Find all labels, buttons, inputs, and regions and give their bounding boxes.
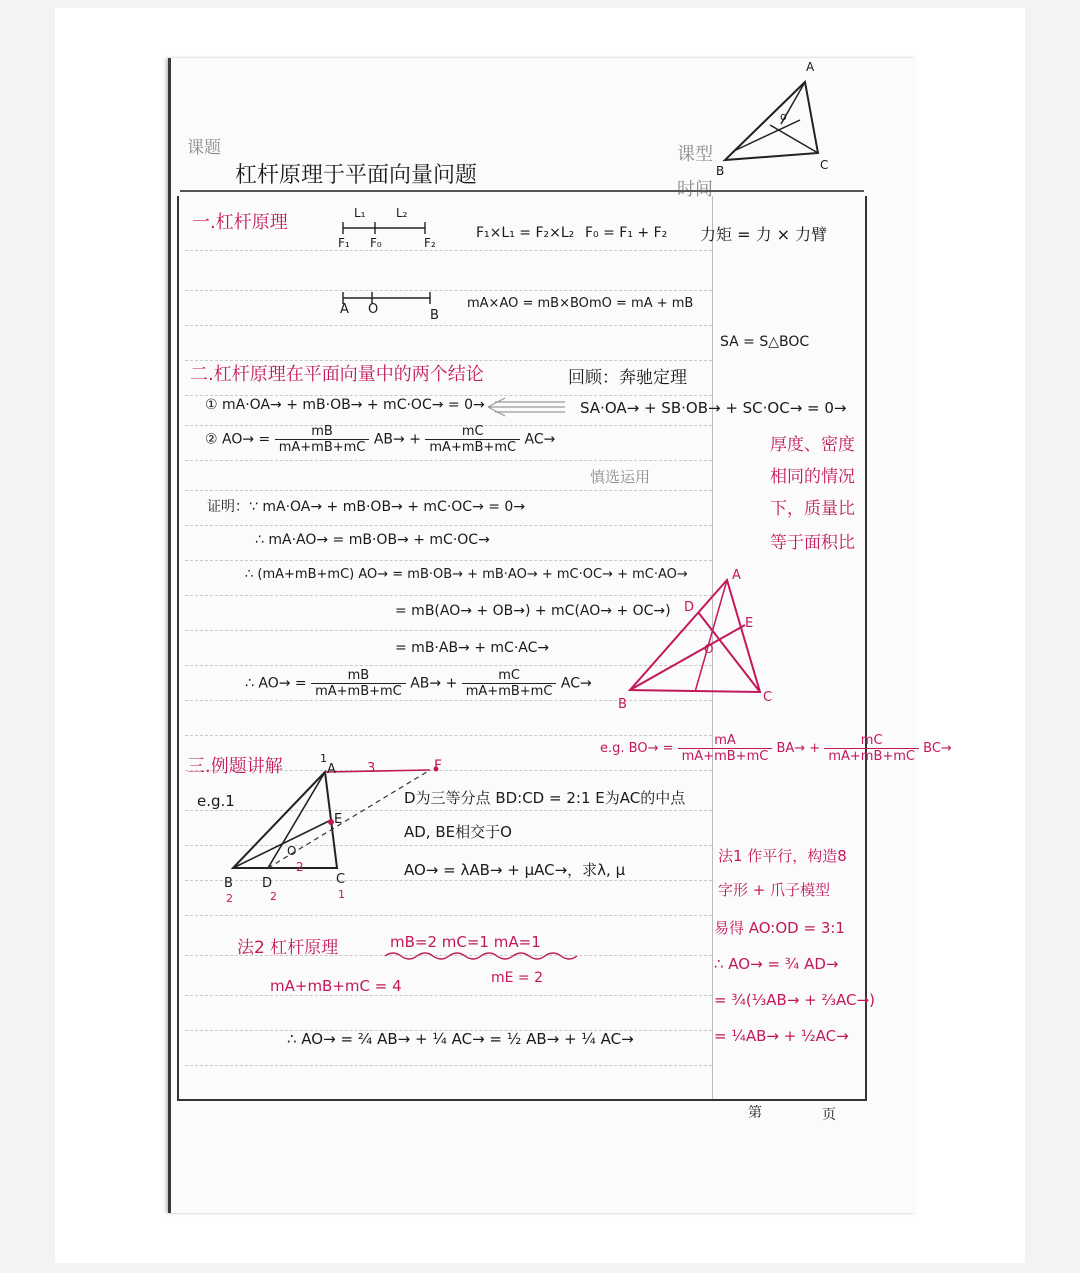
corner-label-a: A (806, 60, 815, 74)
condition-1: D为三等分点 BD:CD = 2:1 E为AC的中点 (404, 789, 686, 807)
side-note-3: 下，质量比 (770, 499, 855, 519)
eg-end: BC→ (923, 741, 952, 756)
seg-label-f1: F₁ (338, 236, 350, 250)
condition-3: AO→ = λAB→ + μAC→，求λ, μ (404, 861, 626, 879)
section1-heading: 一.杠杆原理 (192, 212, 288, 233)
eq-force-sum: F₀ = F₁ + F₂ (585, 225, 668, 241)
eg-lhs: e.g. BO→ = (600, 741, 674, 756)
ex-mass-a: 1 (320, 752, 327, 765)
ex-label-d: D (262, 876, 273, 891)
seg2-label-o: O (368, 302, 379, 317)
example-label: e.g.1 (197, 792, 235, 810)
conclusion-1: ① mA·OA→ + mB·OB→ + mC·OC→ = 0→ (205, 397, 485, 413)
method2-me: mE = 2 (491, 970, 544, 986)
conclusion-2-frac-b: $\frac{mB}{mA+mB+mC}$ (275, 424, 370, 455)
eq-moment: 力矩 = 力 × 力臂 (700, 225, 828, 244)
method1-line-3: 易得 AO:OD = 3:1 (714, 919, 845, 937)
mid-label-e: E (745, 616, 754, 631)
proof-line-2: ∴ mA·AO→ = mB·OB→ + mC·OC→ (255, 532, 490, 548)
footer-di: 第 (748, 1105, 762, 1121)
note-careful: 慎选运用 (590, 468, 651, 486)
ex-label-a: A (327, 762, 336, 777)
method2-masses: mB=2 mC=1 mA=1 (390, 933, 541, 951)
ex-mass-d: 2 (270, 890, 277, 903)
seg-label-f0: F₀ (370, 236, 382, 250)
method1-line-4: ∴ AO→ = ¾ AD→ (714, 955, 839, 973)
proof-6-lhs: ∴ AO→ = (245, 675, 307, 692)
method2-result: ∴ AO→ = ²⁄₄ AB→ + ¼ AC→ = ½ AB→ + ¼ AC→ (287, 1030, 634, 1048)
ex-mass-f: 3 (367, 761, 376, 776)
side-note-2: 相同的情况 (770, 467, 855, 487)
side-note-area: SA = S△BOC (720, 334, 810, 350)
mid-label-b: B (618, 697, 627, 712)
proof-6-end: AC→ (560, 675, 592, 692)
conclusion-2-lhs: ② AO→ = (205, 431, 271, 448)
method2-sum: mA+mB+mC = 4 (270, 977, 402, 995)
seg-label-l1: L₁ (354, 206, 366, 220)
eq-torque: F₁×L₁ = F₂×L₂ (476, 225, 575, 241)
method1-line-6: = ¼AB→ + ½AC→ (714, 1027, 849, 1045)
conclusion-2-frac-c: $\frac{mC}{mA+mB+mC}$ (425, 424, 520, 455)
mid-label-o: O (704, 642, 714, 656)
eg-frac-c: $\frac{mC}{mA+mB+mC}$ (824, 733, 919, 764)
method2-heading: 法2 杠杆原理 (237, 938, 339, 958)
eq-mass-balance: mA×AO = mB×BO (467, 296, 589, 311)
ex-mass-c: 1 (338, 888, 345, 901)
ex-label-b: B (224, 876, 233, 891)
side-note-4: 等于面积比 (770, 533, 855, 553)
corner-label-c: C (820, 158, 829, 172)
proof-6-mid: AB→ + (410, 675, 458, 692)
ex-label-f: F (434, 758, 443, 774)
proof-line-1: 证明：∵ mA·OA→ + mB·OB→ + mC·OC→ = 0→ (207, 499, 526, 515)
proof-line-3: ∴ (mA+mB+mC) AO→ = mB·OB→ + mB·AO→ + mC·OC→ + mC·AO→ (245, 567, 688, 582)
eg-mid: BA→ + (776, 741, 821, 756)
ex-label-c: C (336, 872, 346, 887)
label-type: 课型 (677, 144, 713, 165)
review-note: 回顾：奔驰定理 (568, 368, 687, 388)
footer-ye: 页 (822, 1107, 836, 1123)
label-topic: 课题 (187, 138, 221, 158)
seg2-label-a: A (340, 302, 349, 317)
conclusion-2-mid: AB→ + (373, 431, 421, 448)
page-title: 杠杆原理于平面向量问题 (235, 163, 478, 188)
method1-line-5: = ¾(⅓AB→ + ⅔AC→) (714, 991, 875, 1009)
proof-line-5: = mB·AB→ + mC·AC→ (395, 640, 550, 656)
benz-theorem: SA·OA→ + SB·OB→ + SC·OC→ = 0→ (580, 399, 847, 417)
seg-label-l2: L₂ (396, 206, 408, 220)
mid-label-d: D (684, 600, 695, 615)
section3-heading: 三.例题讲解 (187, 756, 283, 777)
label-time: 时间 (677, 179, 713, 200)
ex-label-e: E (334, 812, 343, 827)
eg-frac-a: $\frac{mA}{mA+mB+mC}$ (678, 733, 773, 764)
proof-6-frac-c: $\frac{mC}{mA+mB+mC}$ (462, 668, 557, 699)
mid-label-a: A (732, 568, 741, 583)
side-note-1: 厚度、密度 (770, 435, 855, 455)
corner-label-o: o (780, 110, 787, 123)
corner-label-b: B (716, 164, 725, 178)
mid-label-c: C (763, 690, 773, 705)
ex-label-o: O (287, 844, 297, 858)
condition-2: AD, BE相交于O (404, 823, 512, 841)
conclusion-2-end: AC→ (524, 431, 556, 448)
proof-line-4: = mB(AO→ + OB→) + mC(AO→ + OC→) (395, 603, 671, 619)
ex-mass-b: 2 (226, 892, 233, 905)
seg-label-f2: F₂ (424, 236, 436, 250)
eq-mass-sum: mO = mA + mB (589, 296, 694, 311)
proof-6-frac-b: $\frac{mB}{mA+mB+mC}$ (311, 668, 406, 699)
seg2-label-b: B (430, 308, 439, 323)
section2-heading: 二.杠杆原理在平面向量中的两个结论 (190, 364, 484, 385)
method1-line-2: 字形 + 爪子模型 (718, 881, 831, 899)
method1-line-1: 法1 作平行，构造8 (718, 847, 847, 865)
ex-mass-dc: 2 (296, 860, 304, 874)
